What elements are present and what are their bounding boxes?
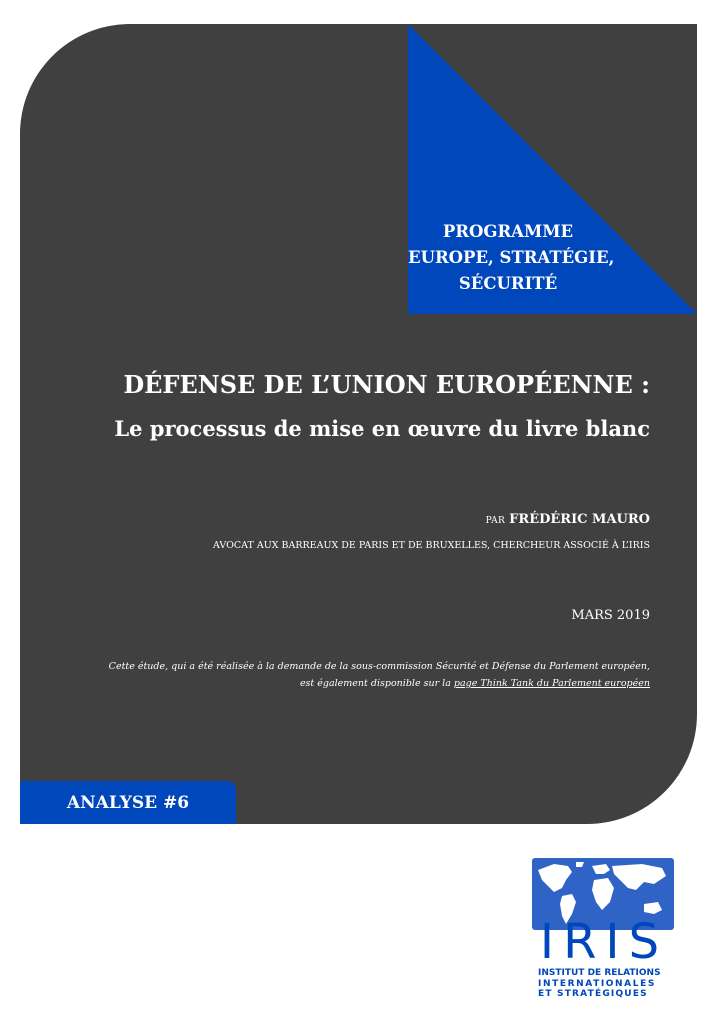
- programme-line-2: EUROPE, STRATÉGIE,: [408, 248, 615, 267]
- author-affiliation: AVOCAT AUX BARREAUX DE PARIS ET DE BRUXELLES, CHERCHEUR ASSOCIÉ À L’IRIS: [213, 540, 650, 551]
- iris-fullname-line-2: INTERNATIONALES: [538, 978, 656, 989]
- cover-panel: [20, 24, 697, 824]
- programme-line-1: PROGRAMME: [442, 222, 574, 241]
- document-subtitle: Le processus de mise en œuvre du livre blanc: [114, 416, 650, 441]
- think-tank-link[interactable]: page Think Tank du Parlement européen: [453, 678, 650, 689]
- analyse-badge: ANALYSE #6: [20, 781, 236, 824]
- iris-wordmark: IRIS: [539, 914, 669, 970]
- publication-date: MARS 2019: [571, 608, 650, 623]
- programme-label: [408, 219, 615, 297]
- author-name: FRÉDÉRIC MAURO: [509, 512, 650, 527]
- author-line: [486, 512, 650, 527]
- availability-note: [109, 658, 650, 692]
- iris-logo: [532, 858, 674, 1003]
- note-line-2: [109, 675, 650, 692]
- note-line-1: Cette étude, qui a été réalisée à la demande de la sous-commission Sécurité et Défense du Parlement européen,: [108, 661, 650, 672]
- iris-fullname: [538, 968, 661, 1000]
- note-line-2-prefix: est également disponible sur la: [299, 678, 451, 689]
- document-title: DÉFENSE DE L’UNION EUROPÉENNE :: [123, 370, 650, 399]
- programme-line-3: SÉCURITÉ: [458, 274, 558, 293]
- iris-fullname-line-1: INSTITUT DE RELATIONS: [538, 968, 661, 978]
- author-prefix: PAR: [485, 516, 506, 526]
- iris-fullname-line-3: ET STRATÉGIQUES: [538, 989, 648, 999]
